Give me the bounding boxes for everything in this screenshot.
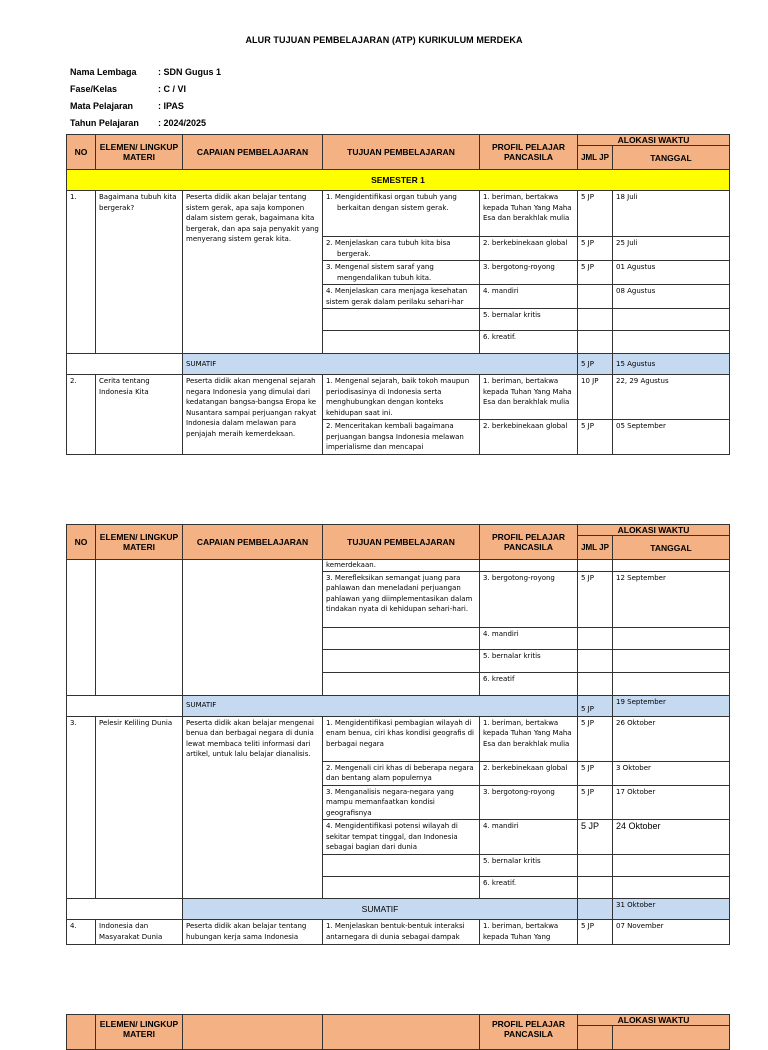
profil-cell: 5. bernalar kritis (480, 855, 578, 877)
row-elemen (96, 560, 183, 696)
tanggal-cell: 3 Oktober (613, 761, 730, 785)
tanggal-cell: 12 September (613, 571, 730, 627)
header-elemen: ELEMEN/ LINGKUP MATERI (96, 1015, 183, 1050)
sumatif-tanggal: 15 Agustus (613, 354, 730, 375)
row-no: 1. (67, 191, 96, 354)
row-no: 3. (67, 716, 96, 899)
tanggal-cell (613, 627, 730, 649)
row-elemen: Bagaimana tubuh kita bergerak? (96, 191, 183, 354)
tujuan-cell: 2. Mengenali ciri khas di beberapa negara dan bentang alam populernya (323, 761, 480, 785)
jp-cell (578, 331, 613, 354)
tujuan-cell: 3. Menganalisis negara-negara yang mampu memanfaatkan kondisi geografisnya (323, 785, 480, 820)
header-alokasi: ALOKASI WAKTU (578, 1015, 730, 1026)
jp-cell: 5 JP (578, 261, 613, 285)
tanggal-cell (613, 331, 730, 354)
profil-cell: 1. beriman, bertakwa kepada Tuhan Yang Maha Esa dan berakhlak mulia (480, 375, 578, 420)
atp-table-page-2 (66, 524, 730, 945)
sumatif-spacer (67, 899, 183, 920)
meta-label: Tahun Pelajaran (70, 118, 139, 128)
header-elemen: ELEMEN/ LINGKUP MATERI (96, 525, 183, 560)
header-alokasi: ALOKASI WAKTU (578, 135, 730, 146)
profil-cell: 3. bergotong-royong (480, 785, 578, 820)
tanggal-cell (613, 309, 730, 331)
sumatif-jp: 5 JP (578, 354, 613, 375)
row-no: 4. (67, 920, 96, 945)
profil-cell: 4. mandiri (480, 627, 578, 649)
jp-cell: 5 JP (578, 716, 613, 761)
jp-cell (578, 627, 613, 649)
tanggal-cell: 05 September (613, 420, 730, 455)
tujuan-cell: 1. Mengidentifikasi organ tubuh yang berkaitan dengan sistem gerak. (323, 191, 480, 237)
jp-cell: 10 JP (578, 375, 613, 420)
header-profil: PROFIL PELAJAR PANCASILA (480, 525, 578, 560)
tanggal-cell: 07 November (613, 920, 730, 945)
profil-cell: 6. kreatif. (480, 331, 578, 354)
tanggal-cell: 24 Oktober (613, 820, 730, 855)
jp-cell (578, 285, 613, 309)
sumatif-label: SUMATIF (183, 899, 578, 920)
tujuan-cell (323, 855, 480, 877)
meta-label: Nama Lembaga (70, 67, 137, 77)
header-tujuan: TUJUAN PEMBELAJARAN (323, 135, 480, 170)
jp-cell (578, 560, 613, 572)
profil-cell: 5. bernalar kritis (480, 309, 578, 331)
jp-cell (578, 877, 613, 899)
jp-cell (578, 855, 613, 877)
meta-value: : C / VI (158, 84, 187, 94)
header-tanggal (613, 1026, 730, 1050)
tujuan-cell: 2. Menjelaskan cara tubuh kita bisa bergerak. (323, 237, 480, 261)
tujuan-cell: 1. Menjelaskan bentuk-bentuk interaksi antarnegara di dunia sebagai dampak (323, 920, 480, 945)
tujuan-cell (323, 877, 480, 899)
row-elemen: Cerita tentang Indonesia Kita (96, 375, 183, 455)
jp-cell: 5 JP (578, 420, 613, 455)
header-capaian: CAPAIAN PEMBELAJARAN (183, 135, 323, 170)
row-capaian: Peserta didik akan belajar tentang sistem gerak, apa saja komponen dalam sistem gerak, bagaimana kita bergerak, dan apa saja penyakit yang menyerang sistem gerak kita. (183, 191, 323, 354)
tujuan-cell: 1. Mengidentifikasi pembagian wilayah di enam benua, ciri khas kondisi geografis di berbagai negara (323, 716, 480, 761)
row-capaian: Peserta didik akan belajar tentang hubungan kerja sama Indonesia (183, 920, 323, 945)
header-tanggal: TANGGAL (613, 146, 730, 170)
meta-value: : 2024/2025 (158, 118, 207, 128)
profil-cell: 1. beriman, bertakwa kepada Tuhan Yang (480, 920, 578, 945)
sumatif-tanggal: 31 Oktober (613, 899, 730, 920)
jp-cell: 5 JP (578, 191, 613, 237)
profil-cell: 6. kreatif (480, 672, 578, 695)
tanggal-cell (613, 649, 730, 672)
profil-cell: 3. bergotong-royong (480, 571, 578, 627)
tujuan-cell (323, 627, 480, 649)
tanggal-cell: 26 Oktober (613, 716, 730, 761)
tanggal-cell: 25 Juli (613, 237, 730, 261)
profil-cell (480, 560, 578, 572)
header-no: NO (67, 135, 96, 170)
tujuan-cell: kemerdekaan. (323, 560, 480, 572)
tanggal-cell: 17 Oktober (613, 785, 730, 820)
header-profil: PROFIL PELAJAR PANCASILA (480, 1015, 578, 1050)
tujuan-cell (323, 309, 480, 331)
jp-cell: 5 JP (578, 571, 613, 627)
jp-cell: 5 JP (578, 761, 613, 785)
atp-table-page-3 (66, 1014, 730, 1050)
profil-cell: 2. berkebinekaan global (480, 237, 578, 261)
profil-cell: 5. bernalar kritis (480, 649, 578, 672)
row-elemen: Indonesia dan Masyarakat Dunia (96, 920, 183, 945)
sumatif-label: SUMATIF (183, 695, 578, 716)
tujuan-cell: 1. Mengenal sejarah, baik tokoh maupun periodisasinya di Indonesia serta menghubungkan dengan konteks kehidupan saat ini. (323, 375, 480, 420)
tanggal-cell: 01 Agustus (613, 261, 730, 285)
row-no (67, 560, 96, 696)
profil-cell: 4. mandiri (480, 285, 578, 309)
jp-cell (578, 672, 613, 695)
tanggal-cell (613, 877, 730, 899)
jp-cell: 5 JP (578, 237, 613, 261)
document-title: ALUR TUJUAN PEMBELAJARAN (ATP) KURIKULUM MERDEKA (245, 35, 523, 45)
row-capaian (183, 560, 323, 696)
header-capaian: CAPAIAN PEMBELAJARAN (183, 525, 323, 560)
tanggal-cell: 22, 29 Agustus (613, 375, 730, 420)
header-no (67, 1015, 96, 1050)
row-no: 2. (67, 375, 96, 455)
sumatif-label: SUMATIF (183, 354, 578, 375)
header-tujuan: TUJUAN PEMBELAJARAN (323, 525, 480, 560)
row-elemen: Pelesir Keliling Dunia (96, 716, 183, 899)
tanggal-cell: 18 Juli (613, 191, 730, 237)
header-tanggal: TANGGAL (613, 536, 730, 560)
row-capaian: Peserta didik akan mengenal sejarah negara Indonesia yang dimulai dari kedatangan bangsa-bangsa Eropa ke Nusantara sampai perjuangan rakyat Indonesia dalam melawan para penjajah meraih kemerdekaan. (183, 375, 323, 455)
meta-value: : SDN Gugus 1 (158, 67, 222, 77)
tanggal-cell (613, 672, 730, 695)
meta-value: : IPAS (158, 101, 184, 111)
header-jml-jp: JML JP (578, 146, 613, 170)
sumatif-jp: 5 JP (578, 695, 613, 716)
tujuan-cell (323, 672, 480, 695)
tujuan-cell: 4. Mengidentifikasi potensi wilayah di sekitar tempat tinggal, dan Indonesia sebagai bagian dari dunia (323, 820, 480, 855)
profil-cell: 1. beriman, bertakwa kepada Tuhan Yang Maha Esa dan berakhlak mulia (480, 716, 578, 761)
tujuan-cell: 3. Merefleksikan semangat juang para pahlawan dan meneladani perjuangan pahlawan yang diimplementasikan dalam tindakan nyata di kehidupan sehari-hari. (323, 571, 480, 627)
jp-cell: 5 JP (578, 820, 613, 855)
jp-cell: 5 JP (578, 920, 613, 945)
header-alokasi: ALOKASI WAKTU (578, 525, 730, 536)
header-tujuan (323, 1015, 480, 1050)
tujuan-cell (323, 649, 480, 672)
profil-cell: 2. berkebinekaan global (480, 761, 578, 785)
jp-cell (578, 309, 613, 331)
profil-cell: 1. beriman, bertakwa kepada Tuhan Yang Maha Esa dan berakhlak mulia (480, 191, 578, 237)
meta-label: Mata Pelajaran (70, 101, 134, 111)
tujuan-cell: 4. Menjelaskan cara menjaga kesehatan sistem gerak dalam perilaku sehari-har (323, 285, 480, 309)
tujuan-cell (323, 331, 480, 354)
header-profil: PROFIL PELAJAR PANCASILA (480, 135, 578, 170)
profil-cell: 2. berkebinekaan global (480, 420, 578, 455)
atp-table-page-1 (66, 134, 730, 455)
sumatif-spacer (67, 354, 183, 375)
tanggal-cell (613, 855, 730, 877)
jp-cell (578, 649, 613, 672)
profil-cell: 6. kreatif. (480, 877, 578, 899)
sumatif-spacer (67, 695, 183, 716)
header-elemen: ELEMEN/ LINGKUP MATERI (96, 135, 183, 170)
header-capaian (183, 1015, 323, 1050)
tanggal-cell: 08 Agustus (613, 285, 730, 309)
profil-cell: 4. mandiri (480, 820, 578, 855)
sumatif-jp (578, 899, 613, 920)
profil-cell: 3. bergotong-royong (480, 261, 578, 285)
tujuan-cell: 3. Mengenal sistem saraf yang mengendalikan tubuh kita. (323, 261, 480, 285)
meta-label: Fase/Kelas (70, 84, 118, 94)
row-capaian: Peserta didik akan belajar mengenai benua dan berbagai negara di dunia lewat membaca teliti informasi dari artikel, untuk lalu belajar dianalisis. (183, 716, 323, 899)
jp-cell: 5 JP (578, 785, 613, 820)
header-no: NO (67, 525, 96, 560)
semester-banner: SEMESTER 1 (67, 170, 730, 191)
sumatif-tanggal: 19 September (613, 695, 730, 716)
header-jml-jp: JML JP (578, 536, 613, 560)
header-jml-jp (578, 1026, 613, 1050)
tujuan-cell: 2. Menceritakan kembali bagaimana perjuangan bangsa Indonesia melawan imperialisme dan mencapai (323, 420, 480, 455)
tanggal-cell (613, 560, 730, 572)
